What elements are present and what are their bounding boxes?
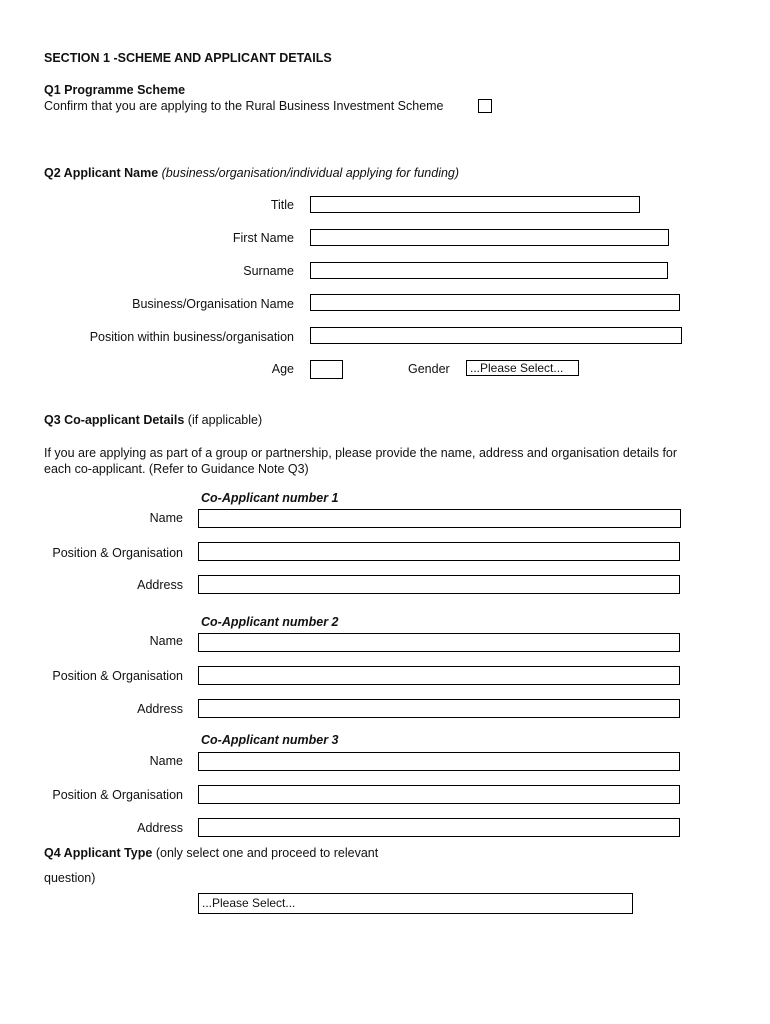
first-name-label: First Name (232, 231, 294, 245)
q3-heading (44, 413, 262, 427)
gender-select[interactable]: ...Please Select... (466, 360, 579, 376)
surname-field[interactable] (310, 262, 668, 279)
q4-title: Q4 Applicant Type (44, 846, 153, 860)
position-field[interactable] (310, 327, 682, 344)
co-applicant-3-name-field[interactable] (198, 752, 680, 771)
co-applicant-3-address-label: Address (137, 821, 183, 835)
co-applicant-2-name-label: Name (149, 634, 183, 648)
co-applicant-3-position-label: Position & Organisation (52, 788, 183, 802)
co-applicant-3-position-field[interactable] (198, 785, 680, 804)
first-name-field[interactable] (310, 229, 669, 246)
co-applicant-1-heading: Co-Applicant number 1 (201, 491, 339, 505)
q3-intro-line1: If you are applying as part of a group or partnership, please provide the name, address and organisation details for (44, 446, 678, 460)
q3-intro-line2: each co-applicant. (Refer to Guidance Note Q3) (44, 462, 309, 476)
co-applicant-1-position-field[interactable] (198, 542, 680, 561)
co-applicant-2-heading: Co-Applicant number 2 (201, 615, 339, 629)
q2-heading (44, 166, 459, 180)
title-field[interactable] (310, 196, 640, 213)
q4-suffix: (only select one and proceed to relevant (152, 846, 379, 860)
co-applicant-1-position-label: Position & Organisation (52, 546, 183, 560)
applicant-type-select[interactable]: ...Please Select... (198, 893, 633, 914)
co-applicant-1-address-field[interactable] (198, 575, 680, 594)
co-applicant-3-address-field[interactable] (198, 818, 680, 837)
q4-line2: question) (44, 871, 96, 885)
age-field[interactable] (310, 360, 343, 379)
q1-confirm-text: Confirm that you are applying to the Rural Business Investment Scheme (44, 99, 444, 113)
q1-scheme-checkbox[interactable] (478, 99, 492, 113)
co-applicant-2-position-field[interactable] (198, 666, 680, 685)
co-applicant-1-address-label: Address (137, 578, 183, 592)
q2-subtitle: (business/organisation/individual applying for funding) (161, 166, 460, 180)
surname-label: Surname (243, 264, 294, 278)
co-applicant-2-position-label: Position & Organisation (52, 669, 183, 683)
business-name-field[interactable] (310, 294, 680, 311)
q4-heading (44, 846, 378, 860)
q3-title: Q3 Co-applicant Details (44, 413, 185, 427)
co-applicant-3-heading: Co-Applicant number 3 (201, 733, 339, 747)
q2-title: Q2 Applicant Name (44, 166, 159, 180)
age-label: Age (271, 362, 294, 376)
section-title: SECTION 1 -SCHEME AND APPLICANT DETAILS (44, 51, 332, 65)
co-applicant-1-name-label: Name (149, 511, 183, 525)
business-name-label: Business/Organisation Name (132, 297, 294, 311)
co-applicant-1-name-field[interactable] (198, 509, 681, 528)
title-label: Title (270, 198, 294, 212)
co-applicant-2-address-field[interactable] (198, 699, 680, 718)
co-applicant-2-address-label: Address (137, 702, 183, 716)
gender-label: Gender (408, 362, 450, 376)
co-applicant-3-name-label: Name (149, 754, 183, 768)
q1-title: Q1 Programme Scheme (44, 83, 186, 97)
q3-title-suffix: (if applicable) (184, 413, 263, 427)
position-label: Position within business/organisation (89, 330, 294, 344)
co-applicant-2-name-field[interactable] (198, 633, 680, 652)
